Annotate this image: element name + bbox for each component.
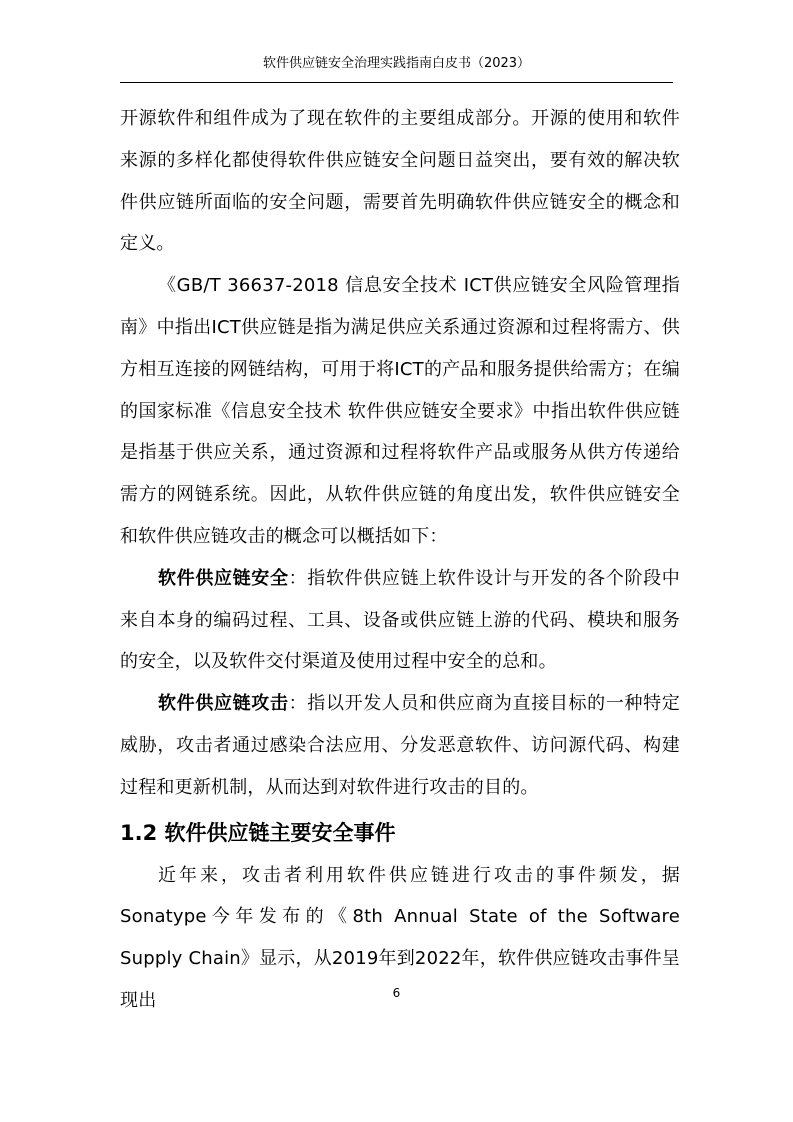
definition-term: 软件供应链安全	[158, 567, 289, 589]
header-divider	[120, 82, 673, 83]
paragraph-events: 近年来，攻击者利用软件供应链进行攻击的事件频发，据Sonatype今年发布的《8th Annual State of the Software Supply Chain》显示，从2019年到2022年，软件供应链攻击事件呈现出	[120, 864, 680, 1011]
page-header: 软件供应链安全治理实践指南白皮书（2023）	[262, 56, 531, 71]
definition-text: ：指软件供应链上软件设计与开发的各个阶段中来自本身的编码过程、工具、设备或供应链上游的代码、模块和服务的安全，以及软件交付渠道及使用过程中安全的总和。	[120, 567, 681, 673]
definition-supply-chain-security	[120, 558, 680, 683]
definition-supply-chain-attack	[120, 683, 680, 808]
body-text	[120, 98, 680, 1022]
paragraph-standards: 《GB/T 36637-2018 信息安全技术 ICT供应链安全风险管理指南》中指出ICT供应链是指为满足供应关系通过资源和过程将需方、供方相互连接的网链结构，可用于将ICT的产品和服务提供给需方；在编的国家标准《信息安全技术 软件供应链安全要求》中指出软件供应链是指基于供应关系，通过资源和过程将软件产品或服务从供方传递给需方的网链系统。因此，从软件供应链的角度出发，软件供应链安全和软件供应链攻击的概念可以概括如下：	[120, 275, 680, 547]
paragraph-intro: 开源软件和组件成为了现在软件的主要组成部分。开源的使用和软件来源的多样化都使得软件供应链安全问题日益突出，要有效的解决软件供应链所面临的安全问题，需要首先明确软件供应链安全的概念和定义。	[120, 108, 680, 255]
page-number: 6	[392, 986, 401, 1000]
section-heading: 1.2 软件供应链主要安全事件	[120, 820, 396, 845]
definition-text: ：指以开发人员和供应商为直接目标的一种特定威胁，攻击者通过感染合法应用、分发恶意软件、访问源代码、构建过程和更新机制，从而达到对软件进行攻击的目的。	[120, 693, 681, 798]
definition-term: 软件供应链攻击	[158, 693, 289, 715]
